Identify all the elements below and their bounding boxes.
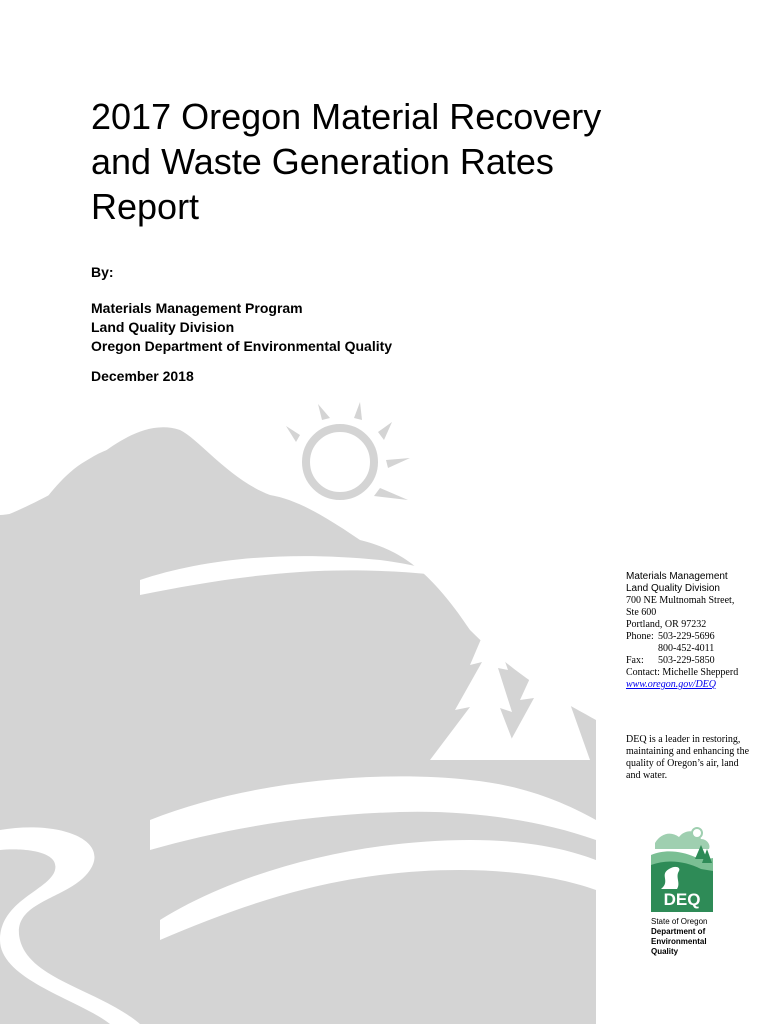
fax-label: Fax: [626, 655, 644, 666]
author-division: Land Quality Division [91, 319, 235, 335]
fax-number: 503-229-5850 [658, 655, 715, 666]
phone-label: Phone: [626, 631, 654, 642]
contact-street: 700 NE Multnomah Street, [626, 595, 735, 606]
phone-number-1: 503-229-5696 [658, 631, 715, 642]
contact-block [626, 571, 756, 691]
logo-dept-line-2: Environmental [651, 937, 707, 946]
author-department: Oregon Department of Environmental Quality [91, 338, 393, 354]
author-program: Materials Management Program [91, 300, 303, 316]
deq-logo-wordmark: DEQ [651, 888, 713, 912]
publication-date: December 2018 [91, 368, 194, 384]
title-line-3: Report [91, 186, 200, 227]
contact-program: Materials Management [626, 571, 728, 582]
title-line-2: and Waste Generation Rates [91, 141, 554, 182]
logo-dept-line-3: Quality [651, 947, 679, 956]
contact-fax-row [626, 655, 756, 667]
sun-icon [306, 428, 374, 496]
report-title [91, 94, 691, 229]
deq-website-link[interactable]: www.oregon.gov/DEQ [626, 679, 716, 690]
title-line-1: 2017 Oregon Material Recovery [91, 96, 602, 137]
contact-phone-row [626, 631, 756, 643]
contact-person: Contact: Michelle Shepperd [626, 667, 739, 678]
deq-mission-text: DEQ is a leader in restoring, maintaining and enhancing the quality of Oregon’s air, land and water. [626, 734, 750, 781]
deq-logo [651, 825, 713, 957]
byline-label: By: [91, 264, 114, 280]
logo-dept-line-1: Department of [651, 927, 706, 936]
contact-city: Portland, OR 97232 [626, 619, 707, 630]
contact-division: Land Quality Division [626, 583, 720, 594]
logo-state-text: State of Oregon [651, 917, 708, 926]
landscape-illustration [0, 400, 600, 1024]
contact-suite: Ste 600 [626, 607, 657, 618]
author-list [91, 299, 392, 356]
phone-number-2: 800-452-4011 [658, 643, 715, 654]
deq-logo-mark [651, 825, 713, 889]
